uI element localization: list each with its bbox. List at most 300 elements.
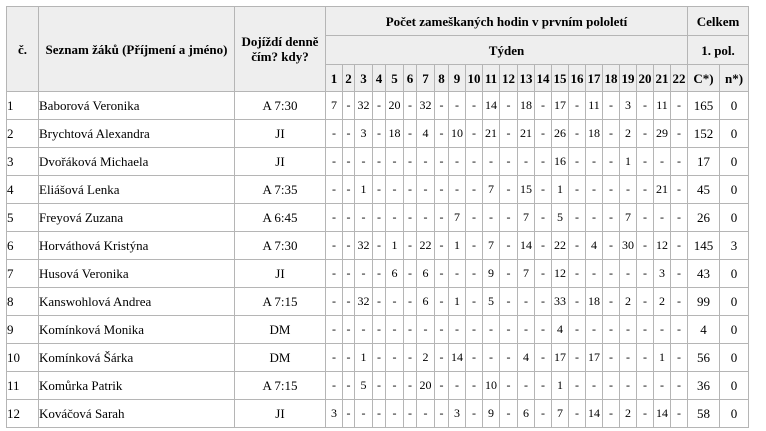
week-hours-cell: - (417, 176, 435, 204)
week-hours-cell: - (404, 344, 417, 372)
week-hours-cell: - (483, 204, 500, 232)
week-hours-cell: - (404, 176, 417, 204)
total-c-cell: 45 (688, 176, 720, 204)
week-hours-cell: 17 (552, 344, 569, 372)
total-n-cell: 0 (720, 92, 749, 120)
week-hours-cell: - (435, 400, 449, 428)
row-number: 10 (7, 344, 39, 372)
total-c-cell: 43 (688, 260, 720, 288)
week-hours-cell: - (500, 372, 518, 400)
week-hours-cell: - (500, 120, 518, 148)
week-hours-cell: 7 (326, 92, 343, 120)
week-hours-cell: - (466, 288, 483, 316)
week-hours-cell: - (386, 176, 404, 204)
col-header-c: C*) (688, 65, 720, 92)
week-hours-cell: - (466, 232, 483, 260)
week-hours-cell: - (586, 204, 603, 232)
week-hours-cell: 20 (386, 92, 404, 120)
total-n-cell: 0 (720, 176, 749, 204)
week-hours-cell: - (435, 344, 449, 372)
commute-info: DM (235, 344, 326, 372)
week-hours-cell: - (569, 176, 586, 204)
week-hours-cell: 1 (386, 232, 404, 260)
table-row (7, 372, 749, 400)
week-hours-cell: - (671, 232, 688, 260)
student-name: Baborová Veronika (39, 92, 235, 120)
week-hours-cell: - (373, 260, 386, 288)
week-hours-cell: - (466, 92, 483, 120)
total-c-cell: 26 (688, 204, 720, 232)
week-hours-cell: - (404, 400, 417, 428)
week-header-cell: 7 (417, 65, 435, 92)
table-row (7, 344, 749, 372)
table-row (7, 204, 749, 232)
week-hours-cell: - (569, 400, 586, 428)
commute-info: JI (235, 260, 326, 288)
week-hours-cell: 4 (417, 120, 435, 148)
week-header-cell: 2 (343, 65, 355, 92)
week-hours-cell: 20 (417, 372, 435, 400)
week-hours-cell: - (569, 148, 586, 176)
week-hours-cell: - (417, 400, 435, 428)
week-header-cell: 21 (654, 65, 671, 92)
week-hours-cell: - (637, 176, 654, 204)
week-hours-cell: - (435, 120, 449, 148)
row-number: 1 (7, 92, 39, 120)
student-name: Brychtová Alexandra (39, 120, 235, 148)
week-hours-cell: 2 (417, 344, 435, 372)
student-name: Eliášová Lenka (39, 176, 235, 204)
week-header-cell: 5 (386, 65, 404, 92)
week-header-cell: 6 (404, 65, 417, 92)
week-hours-cell: 7 (552, 400, 569, 428)
week-hours-cell: 3 (449, 400, 466, 428)
commute-info: A 7:30 (235, 92, 326, 120)
total-c-cell: 58 (688, 400, 720, 428)
week-hours-cell: 5 (355, 372, 373, 400)
week-hours-cell: - (417, 316, 435, 344)
total-n-cell: 0 (720, 372, 749, 400)
week-hours-cell: - (500, 400, 518, 428)
week-hours-cell: 32 (355, 288, 373, 316)
week-hours-cell: 6 (417, 288, 435, 316)
week-hours-cell: - (603, 120, 620, 148)
week-hours-cell: - (535, 260, 552, 288)
week-hours-cell: - (373, 176, 386, 204)
row-number: 7 (7, 260, 39, 288)
week-hours-cell: - (435, 372, 449, 400)
week-header-cell: 22 (671, 65, 688, 92)
week-header-cell: 10 (466, 65, 483, 92)
week-header-cell: 17 (586, 65, 603, 92)
week-header-cell: 18 (603, 65, 620, 92)
week-hours-cell: 2 (620, 120, 637, 148)
week-hours-cell: - (355, 148, 373, 176)
commute-info: A 7:15 (235, 372, 326, 400)
week-hours-cell: 1 (654, 344, 671, 372)
total-c-cell: 145 (688, 232, 720, 260)
week-hours-cell: - (671, 176, 688, 204)
week-hours-cell: 6 (386, 260, 404, 288)
table-row (7, 260, 749, 288)
week-hours-cell: 7 (518, 260, 535, 288)
total-c-cell: 165 (688, 92, 720, 120)
week-hours-cell: - (620, 372, 637, 400)
week-hours-cell: - (386, 400, 404, 428)
col-header-total: Celkem (688, 7, 749, 36)
week-hours-cell: - (500, 148, 518, 176)
week-hours-cell: - (373, 400, 386, 428)
week-hours-cell: - (535, 344, 552, 372)
row-number: 8 (7, 288, 39, 316)
table-row (7, 232, 749, 260)
week-hours-cell: - (435, 232, 449, 260)
week-hours-cell: 12 (552, 260, 569, 288)
week-hours-cell: - (620, 260, 637, 288)
week-hours-cell: - (343, 400, 355, 428)
total-c-cell: 99 (688, 288, 720, 316)
col-header-name: Seznam žáků (Příjmení a jméno) (39, 7, 235, 92)
attendance-table (6, 6, 749, 428)
week-hours-cell: - (466, 316, 483, 344)
week-hours-cell: 32 (355, 232, 373, 260)
week-hours-cell: - (435, 148, 449, 176)
week-hours-cell: - (637, 148, 654, 176)
week-hours-cell: - (569, 92, 586, 120)
table-row (7, 176, 749, 204)
week-hours-cell: - (637, 232, 654, 260)
week-hours-cell: - (603, 148, 620, 176)
week-hours-cell: - (343, 232, 355, 260)
week-hours-cell: - (343, 92, 355, 120)
week-hours-cell: 3 (355, 120, 373, 148)
week-hours-cell: - (671, 400, 688, 428)
col-header-absence-group: Počet zameškaných hodin v prvním pololetí (326, 7, 688, 36)
commute-info: DM (235, 316, 326, 344)
week-hours-cell: - (569, 260, 586, 288)
week-hours-cell: - (535, 400, 552, 428)
week-hours-cell: - (637, 372, 654, 400)
week-hours-cell: 1 (552, 372, 569, 400)
week-hours-cell: - (466, 204, 483, 232)
total-n-cell: 0 (720, 288, 749, 316)
week-hours-cell: - (326, 344, 343, 372)
week-hours-cell: - (535, 148, 552, 176)
week-hours-cell: - (535, 316, 552, 344)
week-hours-cell: 3 (326, 400, 343, 428)
week-hours-cell: - (404, 288, 417, 316)
week-hours-cell: - (449, 176, 466, 204)
week-hours-cell: - (518, 288, 535, 316)
week-hours-cell: - (435, 204, 449, 232)
week-hours-cell: 4 (518, 344, 535, 372)
week-hours-cell: - (466, 372, 483, 400)
week-hours-cell: - (449, 316, 466, 344)
week-hours-cell: - (603, 92, 620, 120)
week-header-cell: 8 (435, 65, 449, 92)
total-c-cell: 56 (688, 344, 720, 372)
col-header-number: č. (7, 7, 39, 92)
student-name: Kováčová Sarah (39, 400, 235, 428)
week-hours-cell: 29 (654, 120, 671, 148)
week-hours-cell: - (343, 316, 355, 344)
week-hours-cell: - (326, 288, 343, 316)
week-header-cell: 14 (535, 65, 552, 92)
week-hours-cell: 7 (449, 204, 466, 232)
week-hours-cell: - (326, 372, 343, 400)
commute-info: JI (235, 148, 326, 176)
week-hours-cell: 6 (417, 260, 435, 288)
week-hours-cell: - (637, 204, 654, 232)
week-header-cell: 12 (500, 65, 518, 92)
row-number: 6 (7, 232, 39, 260)
week-hours-cell: - (373, 148, 386, 176)
week-hours-cell: 14 (449, 344, 466, 372)
week-hours-cell: - (603, 232, 620, 260)
week-hours-cell: - (671, 120, 688, 148)
week-header-cell: 16 (569, 65, 586, 92)
total-n-cell: 0 (720, 260, 749, 288)
week-hours-cell: - (603, 288, 620, 316)
week-hours-cell: - (373, 288, 386, 316)
week-hours-cell: - (535, 232, 552, 260)
week-hours-cell: - (500, 92, 518, 120)
week-hours-cell: 14 (654, 400, 671, 428)
week-hours-cell: - (569, 372, 586, 400)
week-hours-cell: - (343, 372, 355, 400)
week-hours-cell: 11 (654, 92, 671, 120)
week-hours-cell: 1 (355, 344, 373, 372)
total-c-cell: 152 (688, 120, 720, 148)
week-hours-cell: - (417, 148, 435, 176)
commute-info: A 7:35 (235, 176, 326, 204)
week-hours-cell: - (483, 344, 500, 372)
week-hours-cell: - (637, 400, 654, 428)
week-hours-cell: - (373, 120, 386, 148)
student-name: Husová Veronika (39, 260, 235, 288)
week-hours-cell: - (671, 260, 688, 288)
week-hours-cell: 1 (449, 288, 466, 316)
student-name: Komínková Šárka (39, 344, 235, 372)
week-hours-cell: - (500, 316, 518, 344)
week-hours-cell: - (386, 288, 404, 316)
week-hours-cell: - (603, 316, 620, 344)
total-n-cell: 0 (720, 204, 749, 232)
week-hours-cell: - (355, 400, 373, 428)
total-n-cell: 0 (720, 316, 749, 344)
week-hours-cell: - (603, 344, 620, 372)
week-hours-cell: - (569, 288, 586, 316)
week-hours-cell: - (654, 204, 671, 232)
week-hours-cell: - (535, 92, 552, 120)
week-hours-cell: - (671, 288, 688, 316)
week-hours-cell: - (373, 92, 386, 120)
week-hours-cell: - (603, 400, 620, 428)
week-hours-cell: - (404, 232, 417, 260)
week-hours-cell: - (535, 120, 552, 148)
table-row (7, 120, 749, 148)
row-number: 11 (7, 372, 39, 400)
week-hours-cell: - (586, 316, 603, 344)
week-hours-cell: 3 (654, 260, 671, 288)
week-hours-cell: - (518, 316, 535, 344)
week-hours-cell: - (603, 372, 620, 400)
student-name: Komůrka Patrik (39, 372, 235, 400)
row-number: 5 (7, 204, 39, 232)
week-hours-cell: 21 (518, 120, 535, 148)
week-hours-cell: - (326, 204, 343, 232)
week-hours-cell: - (518, 148, 535, 176)
week-hours-cell: - (466, 120, 483, 148)
week-hours-cell: - (343, 260, 355, 288)
week-hours-cell: - (326, 120, 343, 148)
week-hours-cell: - (404, 120, 417, 148)
week-hours-cell: - (637, 316, 654, 344)
student-name: Dvořáková Michaela (39, 148, 235, 176)
week-hours-cell: - (386, 204, 404, 232)
week-hours-cell: - (449, 92, 466, 120)
total-n-cell: 3 (720, 232, 749, 260)
student-name: Horváthová Kristýna (39, 232, 235, 260)
row-number: 2 (7, 120, 39, 148)
week-hours-cell: 15 (518, 176, 535, 204)
week-hours-cell: - (586, 372, 603, 400)
week-hours-cell: - (603, 260, 620, 288)
week-header-cell: 11 (483, 65, 500, 92)
week-hours-cell: - (449, 372, 466, 400)
week-hours-cell: 2 (620, 400, 637, 428)
student-name: Komínková Monika (39, 316, 235, 344)
week-hours-cell: 18 (586, 120, 603, 148)
total-c-cell: 36 (688, 372, 720, 400)
week-hours-cell: - (483, 148, 500, 176)
week-hours-cell: - (343, 288, 355, 316)
week-hours-cell: - (586, 260, 603, 288)
week-hours-cell: - (500, 260, 518, 288)
week-hours-cell: - (386, 372, 404, 400)
week-hours-cell: - (500, 176, 518, 204)
week-hours-cell: - (449, 148, 466, 176)
week-hours-cell: - (435, 316, 449, 344)
week-hours-cell: 16 (552, 148, 569, 176)
week-hours-cell: - (535, 176, 552, 204)
week-hours-cell: - (417, 204, 435, 232)
total-n-cell: 0 (720, 120, 749, 148)
total-n-cell: 0 (720, 148, 749, 176)
week-hours-cell: - (637, 344, 654, 372)
week-hours-cell: - (500, 204, 518, 232)
week-hours-cell: 7 (620, 204, 637, 232)
week-hours-cell: 17 (586, 344, 603, 372)
col-header-total-sub: 1. pol. (688, 36, 749, 65)
week-hours-cell: - (326, 176, 343, 204)
week-hours-cell: 21 (654, 176, 671, 204)
week-hours-cell: - (586, 148, 603, 176)
week-hours-cell: 22 (417, 232, 435, 260)
week-hours-cell: - (500, 232, 518, 260)
table-body (7, 92, 749, 428)
week-hours-cell: 21 (483, 120, 500, 148)
week-hours-cell: - (373, 232, 386, 260)
week-hours-cell: - (404, 92, 417, 120)
week-hours-cell: - (373, 316, 386, 344)
week-hours-cell: 32 (417, 92, 435, 120)
week-hours-cell: - (569, 204, 586, 232)
week-hours-cell: - (386, 344, 404, 372)
total-n-cell: 0 (720, 344, 749, 372)
week-header-cell: 3 (355, 65, 373, 92)
table-row (7, 288, 749, 316)
week-hours-cell: 1 (552, 176, 569, 204)
week-hours-cell: - (355, 204, 373, 232)
week-hours-cell: - (654, 316, 671, 344)
row-number: 12 (7, 400, 39, 428)
week-hours-cell: - (355, 316, 373, 344)
week-hours-cell: - (671, 316, 688, 344)
table-row (7, 316, 749, 344)
week-hours-cell: - (343, 120, 355, 148)
week-hours-cell: 1 (355, 176, 373, 204)
week-hours-cell: - (435, 92, 449, 120)
total-n-cell: 0 (720, 400, 749, 428)
week-hours-cell: 26 (552, 120, 569, 148)
week-hours-cell: - (466, 176, 483, 204)
week-hours-cell: - (500, 288, 518, 316)
week-hours-cell: - (343, 176, 355, 204)
week-hours-cell: 14 (518, 232, 535, 260)
week-hours-cell: 32 (355, 92, 373, 120)
week-hours-cell: - (603, 204, 620, 232)
week-hours-cell: - (355, 260, 373, 288)
row-number: 4 (7, 176, 39, 204)
week-hours-cell: 10 (483, 372, 500, 400)
week-hours-cell: - (671, 92, 688, 120)
week-hours-cell: 12 (654, 232, 671, 260)
col-header-commute: Dojíždí denně čím? kdy? (235, 7, 326, 92)
week-hours-cell: - (466, 260, 483, 288)
week-hours-cell: - (535, 288, 552, 316)
commute-info: A 6:45 (235, 204, 326, 232)
week-hours-cell: 22 (552, 232, 569, 260)
week-hours-cell: - (483, 316, 500, 344)
week-hours-cell: - (326, 316, 343, 344)
col-header-week-title: Týden (326, 36, 688, 65)
col-header-n: n*) (720, 65, 749, 92)
week-hours-cell: 6 (518, 400, 535, 428)
week-hours-cell: - (586, 176, 603, 204)
week-hours-cell: - (373, 344, 386, 372)
week-header-cell: 13 (518, 65, 535, 92)
week-header-cell: 20 (637, 65, 654, 92)
week-hours-cell: - (326, 232, 343, 260)
week-hours-cell: - (343, 204, 355, 232)
week-hours-cell: - (620, 176, 637, 204)
week-hours-cell: - (404, 204, 417, 232)
week-hours-cell: - (435, 288, 449, 316)
week-hours-cell: 4 (552, 316, 569, 344)
week-hours-cell: - (404, 372, 417, 400)
week-hours-cell: - (386, 316, 404, 344)
week-hours-cell: 4 (586, 232, 603, 260)
week-hours-cell: - (637, 260, 654, 288)
week-hours-cell: 18 (586, 288, 603, 316)
week-header-cell: 9 (449, 65, 466, 92)
week-hours-cell: - (654, 372, 671, 400)
week-header-cell: 19 (620, 65, 637, 92)
week-hours-cell: 30 (620, 232, 637, 260)
week-hours-cell: - (654, 148, 671, 176)
week-hours-cell: 14 (483, 92, 500, 120)
